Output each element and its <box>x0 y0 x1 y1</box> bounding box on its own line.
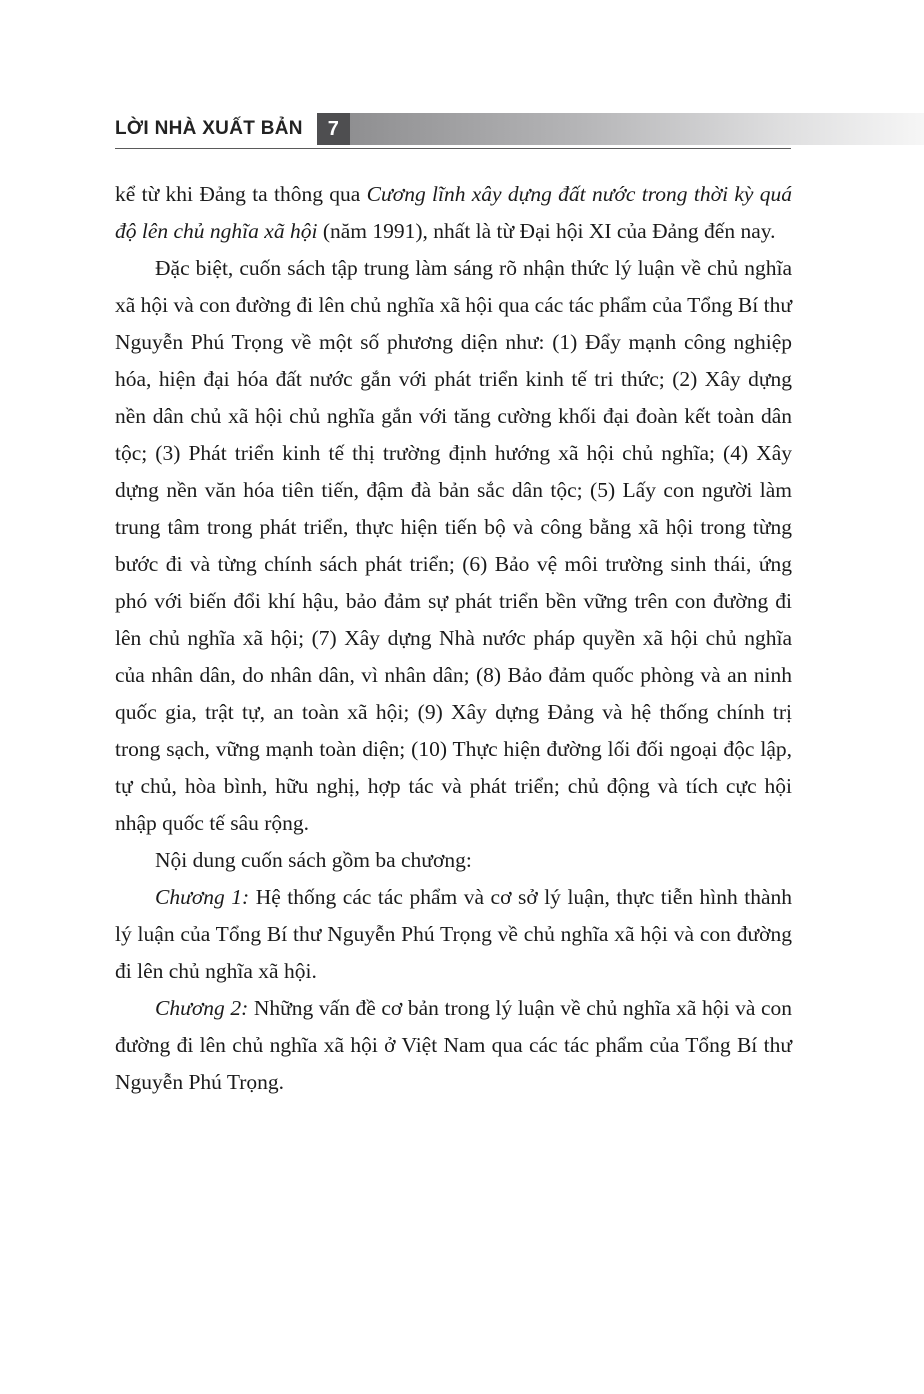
paragraph <box>115 250 792 842</box>
page-number: 7 <box>327 117 339 140</box>
paragraph <box>115 879 792 990</box>
text-run: Hệ thống các tác phẩm và cơ sở lý luận, thực tiễn hình thành lý luận của Tổng Bí thư Nguyễn Phú Trọng về chủ nghĩa xã hội và con đường đi lên chủ nghĩa xã hội. <box>115 885 793 983</box>
text-run: (năm 1991), nhất là từ Đại hội XI của Đảng đến nay. <box>317 219 776 243</box>
paragraph <box>115 176 792 250</box>
page-number-badge <box>317 113 350 145</box>
italic-text-run: Chương 2: <box>155 996 249 1020</box>
text-run: Nội dung cuốn sách gồm ba chương: <box>155 848 472 872</box>
body-text <box>115 176 792 1101</box>
italic-text-run: Chương 1: <box>155 885 250 909</box>
header-gradient-bar <box>350 113 924 145</box>
text-run: kể từ khi Đảng ta thông qua <box>115 182 367 206</box>
page-header <box>115 113 924 145</box>
italic-text-run: Cương lĩnh xây dựng đất nước trong thời kỳ quá độ lên chủ nghĩa xã hội <box>115 182 792 243</box>
text-run: Đặc biệt, cuốn sách tập trung làm sáng rõ nhận thức lý luận về chủ nghĩa xã hội và con đường đi lên chủ nghĩa xã hội qua các tác phẩm của Tổng Bí thư Nguyễn Phú Trọng về một số phương diện như: (1) Đẩy mạnh công nghiệp hóa, hiện đại hóa đất nước gắn với phát triển kinh tế tri thức; (2) Xây dựng nền dân chủ xã hội chủ nghĩa gắn với tăng cường khối đại đoàn kết toàn dân tộc; (3) Phát triển kinh tế thị trường định hướng xã hội chủ nghĩa; (4) Xây dựng nền văn hóa tiên tiến, đậm đà bản sắc dân tộc; (5) Lấy con người làm trung tâm trong phát triển, thực hiện tiến bộ và công bằng xã hội trong từng bước đi và từng chính sách phát triển; (6) Bảo vệ môi trường sinh thái, ứng phó với biến đổi khí hậu, bảo đảm sự phát triển bền vững trên con đường đi lên chủ nghĩa xã hội; (7) Xây dựng Nhà nước pháp quyền xã hội chủ nghĩa của nhân dân, do nhân dân, vì nhân dân; (8) Bảo đảm quốc phòng và an ninh quốc gia, trật tự, an toàn xã hội; (9) Xây dựng Đảng và hệ thống chính trị trong sạch, vững mạnh toàn diện; (10) Thực hiện đường lối đối ngoại độc lập, tự chủ, hòa bình, hữu nghị, hợp tác và phát triển; chủ động và tích cực hội nhập quốc tế sâu rộng. <box>115 256 792 835</box>
running-header-title: LỜI NHÀ XUẤT BẢN <box>115 118 303 139</box>
text-run: Những vấn đề cơ bản trong lý luận về chủ nghĩa xã hội và con đường đi lên chủ nghĩa xã hội ở Việt Nam qua các tác phẩm của Tổng Bí thư Nguyễn Phú Trọng. <box>115 996 792 1094</box>
header-divider <box>115 148 791 149</box>
paragraph <box>115 842 792 879</box>
paragraph <box>115 990 792 1101</box>
